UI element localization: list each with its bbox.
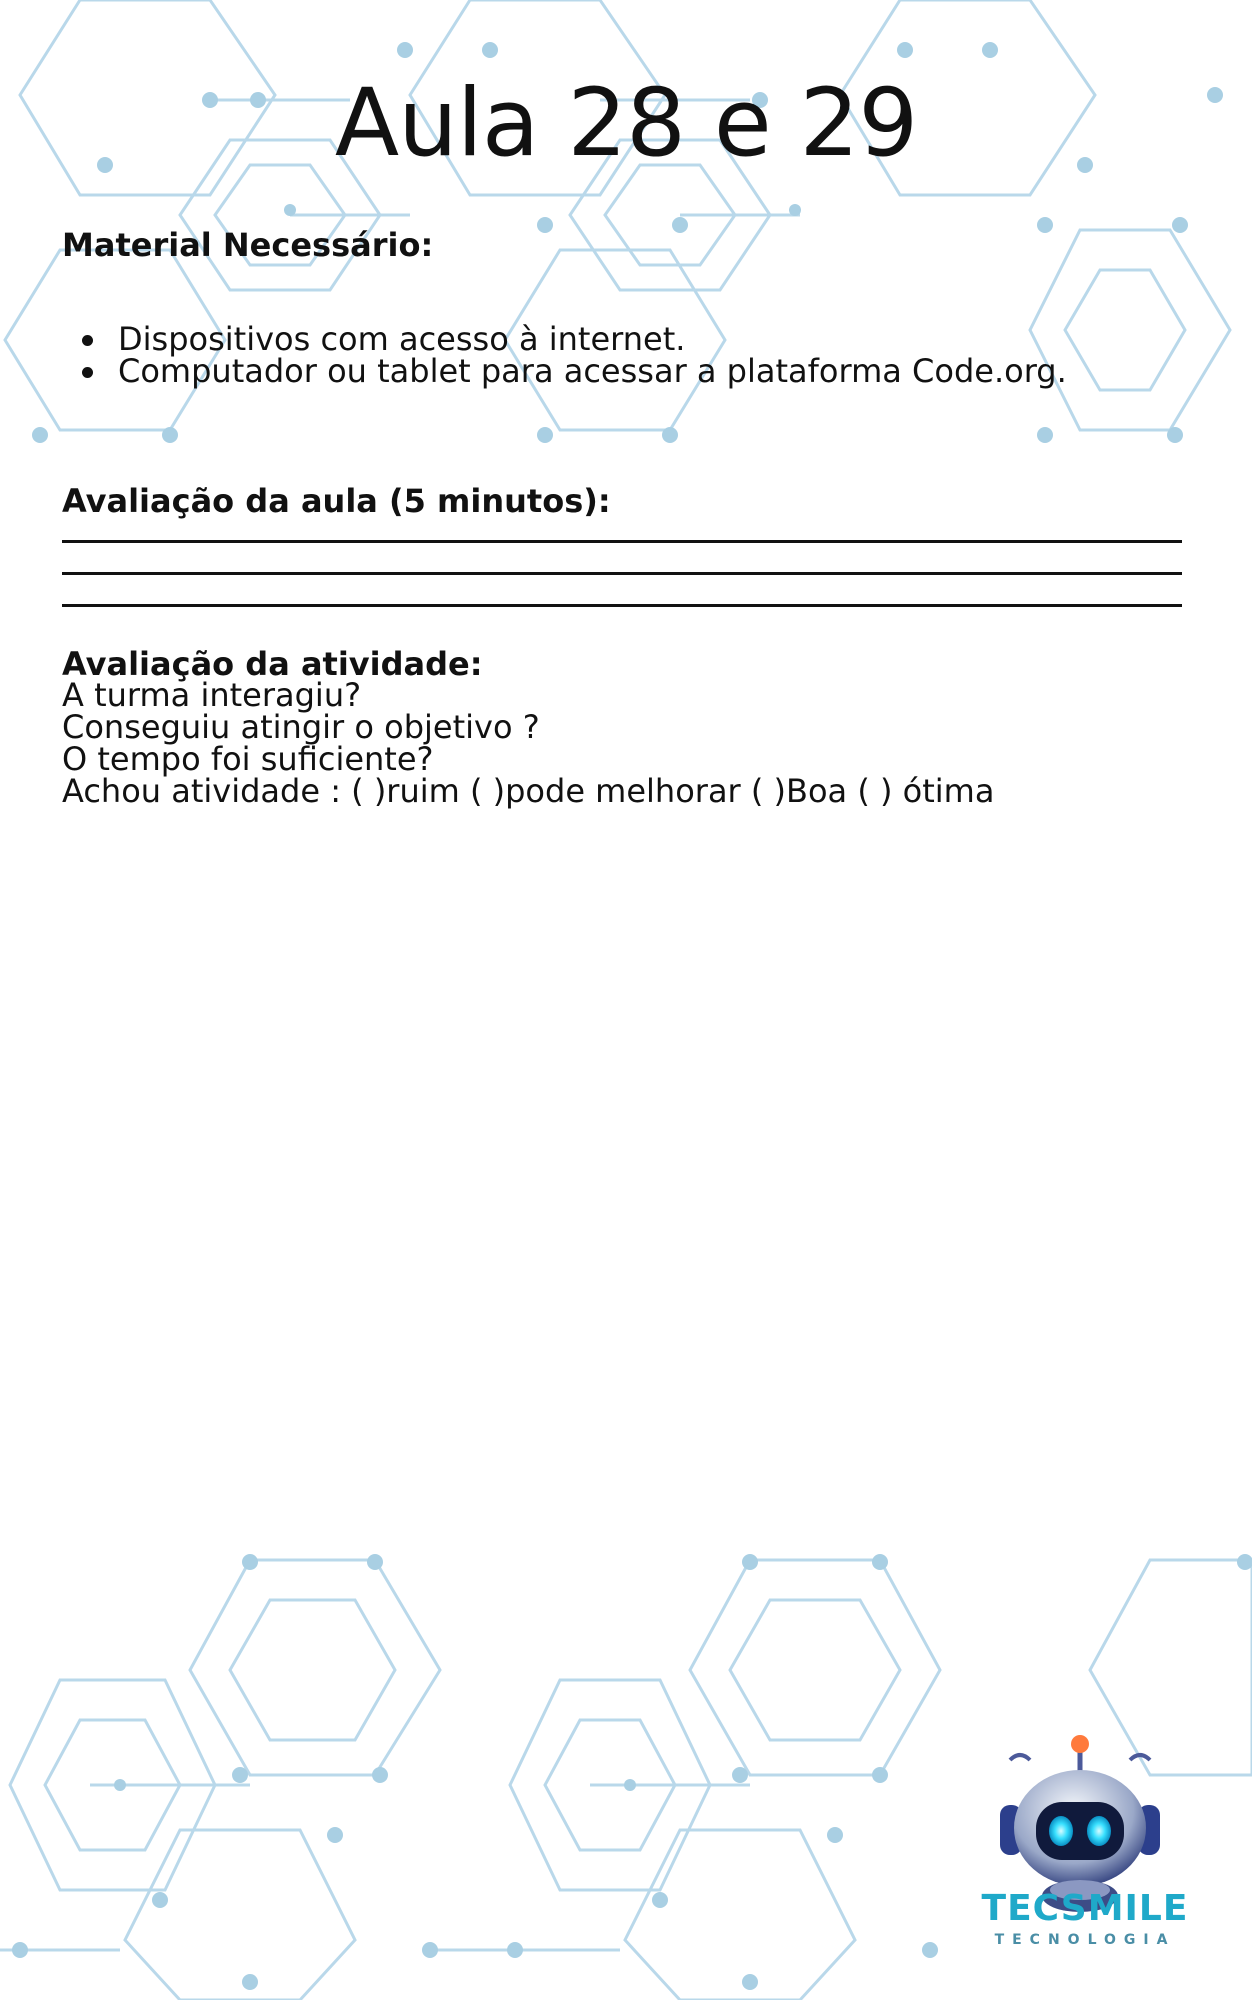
- materials-item-text: Computador ou tablet para acessar a plataforma Code.org.: [118, 352, 1067, 390]
- brand-tagline: TECNOLOGIA: [994, 1932, 1176, 1948]
- list-item: [62, 352, 1067, 390]
- brand-name: TECSMILE: [981, 1888, 1189, 1929]
- materials-item-text: Dispositivos com acesso à internet.: [118, 320, 686, 358]
- answer-line: [62, 540, 1182, 543]
- list-item: [62, 320, 1067, 358]
- question-item: O tempo foi suficiente?: [62, 740, 434, 778]
- activity-questions: [62, 676, 995, 810]
- activity-evaluation-heading: Avaliação da atividade:: [62, 645, 483, 683]
- bullet-icon: [82, 367, 93, 378]
- page-title: Aula 28 e 29: [334, 69, 918, 178]
- answer-line: [62, 572, 1182, 575]
- bullet-icon: [82, 335, 93, 346]
- question-item: Achou atividade : ( )ruim ( )pode melhorar ( )Boa ( ) ótima: [62, 772, 995, 810]
- answer-line: [62, 604, 1182, 607]
- lesson-evaluation-heading: Avaliação da aula (5 minutos):: [62, 482, 611, 520]
- materials-heading: Material Necessário:: [62, 226, 434, 264]
- question-item: Conseguiu atingir o objetivo ?: [62, 708, 540, 746]
- question-item: A turma interagiu?: [62, 676, 362, 714]
- answer-lines: [62, 540, 1182, 636]
- materials-list: [62, 320, 1067, 390]
